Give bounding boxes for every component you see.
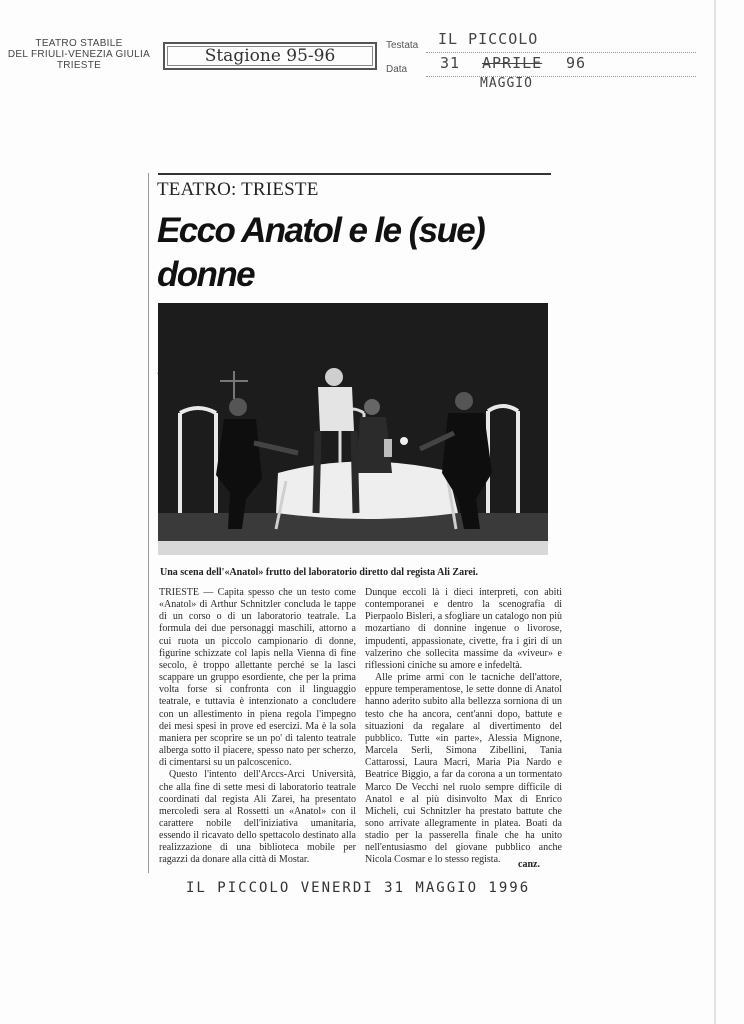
- section-kicker: TEATRO: TRIESTE: [157, 179, 319, 200]
- page-edge: [714, 0, 716, 1024]
- org-line: TRIESTE: [56, 60, 102, 71]
- paragraph: Questo l'intento dell'Arccs-Arci Università, che alla fine di sette mesi di laboratorio teatrale coordinati dal regista Ali Zarei, ha presentato mercoledì sera al Rossetti un «Anatol» con il carattere nobile dell'iniziativa umanitaria, essendo il ricavato dello spettacolo destinato alla realizzazione di una biblioteca mobile per ragazzi da donare alla città di Mostar.: [159, 769, 356, 866]
- data-month-struck: APRILE: [482, 54, 543, 72]
- top-rule: [158, 173, 551, 175]
- paragraph: Alle prime armi con le tacniche dell'attore, eppure temperamentose, le sette donne di Anatol hanno aderito subito alla bellezza sorniona di un testo che ha ancora, cent'anni dopo, battute e situazioni da regalare al divertimento del pubblico. Tutte «in parte», Alessia Mignone, Marcela Serli, Simona Zibellini, Tania Cattarossi, Laura Macri, Maria Pia Nardo e Beatrice Biggio, a far da corona a un tormentato Marco De Vecchi nel ruolo sempre difficile di Anatol e al più disinvolto Max di Enrico Micheli, cui Schnitzler ha prestato battute che sono arrivate allegramente in platea. Boati da stadio per la passerella finale che ha unito nell'entusiasmo del giovane pubblico anche Nicola Cosmar e lo stesso regista.: [365, 672, 562, 866]
- testata-label: Testata: [386, 40, 419, 51]
- stage-photo: [158, 303, 548, 555]
- author-signoff: canz.: [518, 859, 540, 870]
- data-label: Data: [386, 64, 408, 75]
- org-line: DEL FRIULI-VENEZIA GIULIA: [7, 49, 151, 60]
- org-line: TEATRO STABILE: [35, 38, 123, 49]
- season-label: Stagione 95-96: [204, 46, 336, 66]
- data-month-correction: MAGGIO: [480, 76, 533, 91]
- data-day-handwritten: 31: [440, 54, 461, 72]
- season-stamp: [163, 42, 377, 70]
- paragraph: Dunque eccoli là i dieci interpreti, con abiti contemporanei e dentro la scenografia di Pierpaolo Bisleri, a sfogliare un catalogo non più mozartiano di donnine ingenue o livorose, impudenti, appassionate, civette, fra i giri di un valzerino che sollecita massime da «viveur» e riflessioni ciniche su amore e infedeltà.: [365, 587, 562, 671]
- newspaper-clipping: [148, 173, 562, 885]
- testata-handwritten: IL PICCOLO: [438, 30, 539, 48]
- data-line: [426, 76, 696, 77]
- handwritten-source-note: IL PICCOLO VENERDI 31 MAGGIO 1996: [186, 880, 531, 896]
- article-column-left: [159, 587, 356, 867]
- article-column-right: [365, 587, 562, 867]
- data-year-handwritten: 96: [566, 54, 587, 72]
- paragraph: TRIESTE — Capita spesso che un testo come «Anatol» di Arthur Schnitzler concluda le tappe di un corso o di un laboratorio teatrale. La formula dei due personaggi maschili, attorno a cui ruota un piccolo campionario di donne, figurine schizzate col lapis nella Vienna di fine secolo, è troppo allettante perché se la lasci scappare un gruppo esordiente, che per la prima volta forse si confronta con il linguaggio teatrale, e tuttavia è intenzionato a concludere con un allestimento in piena regola l'impegno dei mesi spesi in prove ed esercizi. Ma è la sola maniera per scoprire se un po' di talento teatrale alberga sotto il piacere, spesso nato per scherzo, di cimentarsi su un palcoscenico.: [159, 587, 356, 769]
- photo-caption: Una scena dell'«Anatol» frutto del laboratorio diretto dal regista Ali Zarei.: [160, 567, 479, 578]
- clip-edge: [148, 173, 149, 873]
- testata-line: [426, 52, 696, 53]
- theatre-letterhead: [0, 38, 158, 71]
- headline-line-1: Ecco Anatol e le (sue) donne: [157, 211, 485, 294]
